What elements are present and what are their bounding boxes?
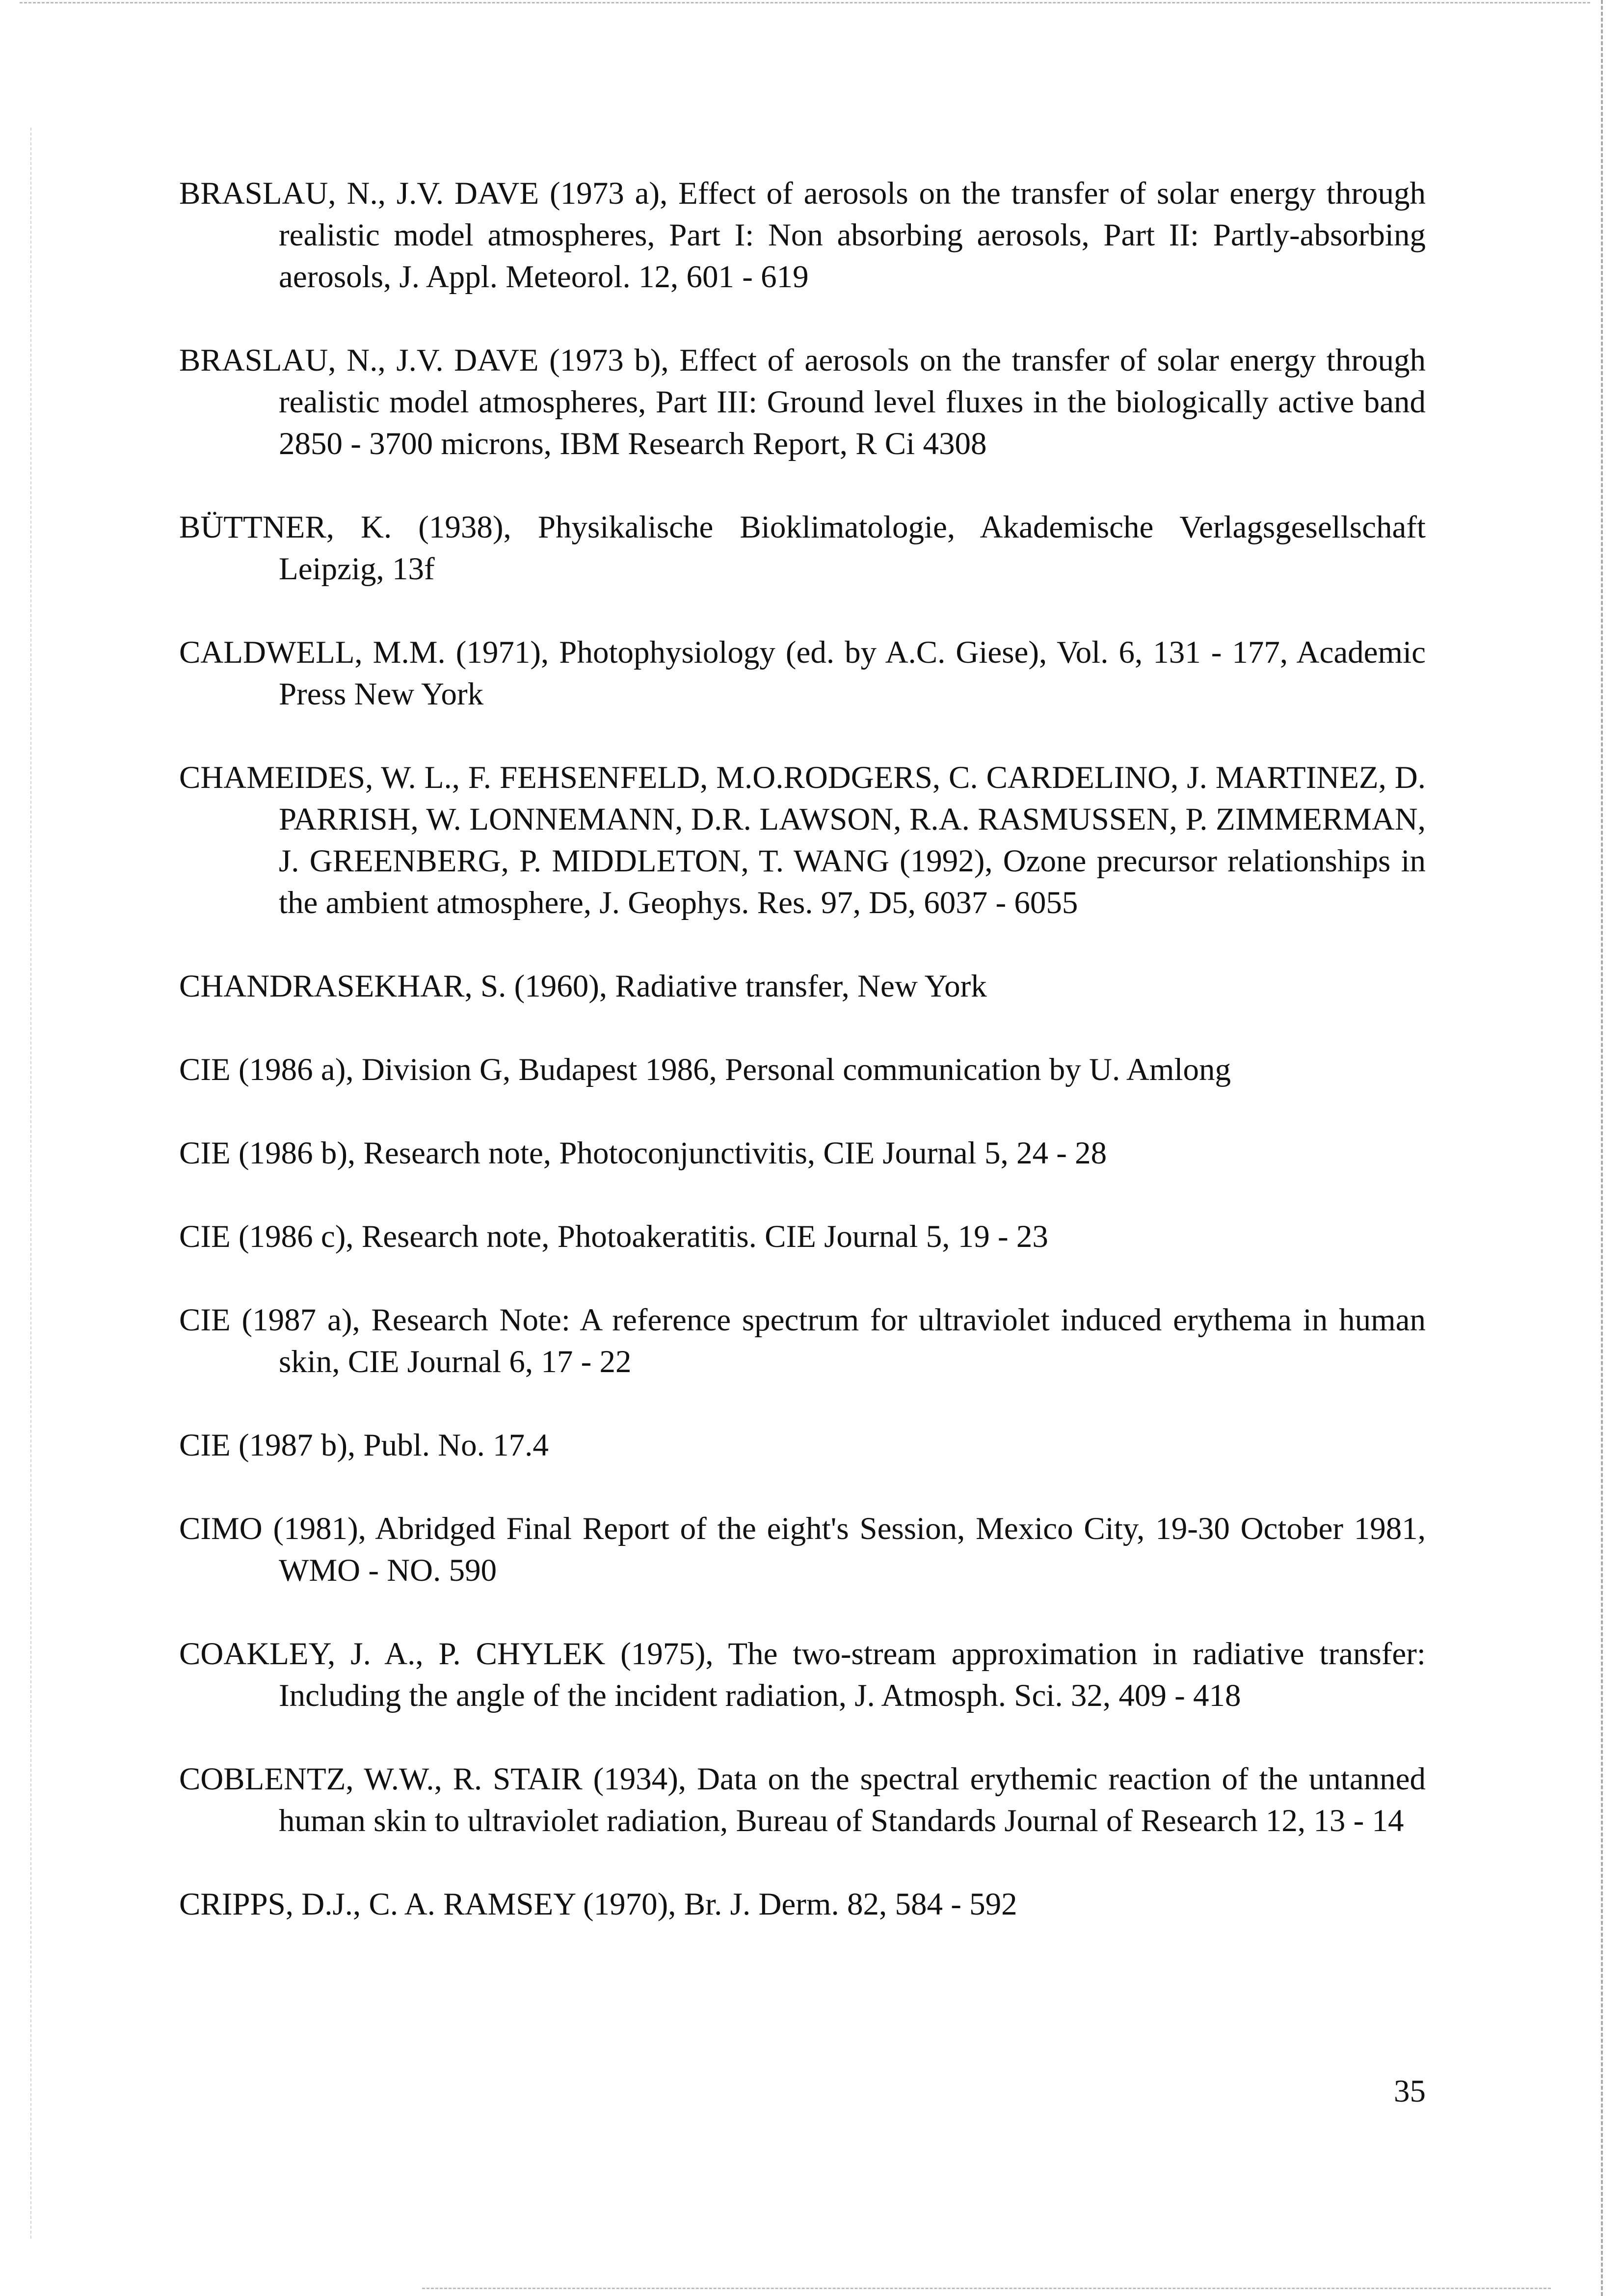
reference-entry: BRASLAU, N., J.V. DAVE (1973 b), Effect of aerosols on the transfer of solar energy through realistic model atmospheres, Part III: Ground level fluxes in the biologically active band 2850 - 3700 microns, IBM Research Report, R Ci 4308 (179, 343, 1426, 461)
page-number: 35 (1394, 2074, 1426, 2109)
reference-entry: COAKLEY, J. A., P. CHYLEK (1975), The two-stream approximation in radiative transfer: Including the angle of the incident radiation, J. Atmosph. Sci. 32, 409 - 418 (179, 1636, 1426, 1713)
scan-edge-left (30, 128, 31, 2239)
reference-entry: BÜTTNER, K. (1938), Physikalische Bioklimatologie, Akademische Verlagsgesellschaft Leipzig, 13f (179, 510, 1426, 587)
scan-edge-bottom (422, 2288, 1551, 2289)
reference-entry: CIMO (1981), Abridged Final Report of the eight's Session, Mexico City, 19-30 October 1981, WMO - NO. 590 (179, 1511, 1426, 1588)
reference-entry: CIE (1987 a), Research Note: A reference spectrum for ultraviolet induced erythema in human skin, CIE Journal 6, 17 - 22 (179, 1302, 1426, 1379)
reference-entry: CIE (1986 a), Division G, Budapest 1986, Personal communication by U. Amlong (179, 1052, 1231, 1087)
reference-entry: CRIPPS, D.J., C. A. RAMSEY (1970), Br. J. Derm. 82, 584 - 592 (179, 1887, 1017, 1922)
reference-entry: CALDWELL, M.M. (1971), Photophysiology (ed. by A.C. Giese), Vol. 6, 131 - 177, Academic Press New York (179, 635, 1426, 712)
reference-entry: CIE (1986 b), Research note, Photoconjunctivitis, CIE Journal 5, 24 - 28 (179, 1135, 1107, 1171)
reference-entry: CIE (1987 b), Publ. No. 17.4 (179, 1428, 549, 1463)
scan-edge-right (1601, 0, 1603, 2296)
reference-entry: BRASLAU, N., J.V. DAVE (1973 a), Effect of aerosols on the transfer of solar energy through realistic model atmospheres, Part I: Non absorbing aerosols, Part II: Partly-absorbing aerosols, J. Appl. Meteorol. 12, 601 - 619 (179, 176, 1426, 295)
reference-entry: CHANDRASEKHAR, S. (1960), Radiative transfer, New York (179, 969, 987, 1004)
scan-edge-top (20, 2, 1590, 3)
reference-list (179, 173, 1426, 1967)
reference-entry: COBLENTZ, W.W., R. STAIR (1934), Data on the spectral erythemic reaction of the untanned human skin to ultraviolet radiation, Bureau of Standards Journal of Research 12, 13 - 14 (179, 1761, 1426, 1838)
reference-entry: CIE (1986 c), Research note, Photoakeratitis. CIE Journal 5, 19 - 23 (179, 1219, 1048, 1254)
reference-entry: CHAMEIDES, W. L., F. FEHSENFELD, M.O.RODGERS, C. CARDELINO, J. MARTINEZ, D. PARRISH, W. LONNEMANN, D.R. LAWSON, R.A. RASMUSSEN, P. ZIMMERMAN, J. GREENBERG, P. MIDDLETON, T. WANG (1992), Ozone precursor relationships in the ambient atmosphere, J. Geophys. Res. 97, D5, 6037 - 6055 (179, 760, 1426, 920)
